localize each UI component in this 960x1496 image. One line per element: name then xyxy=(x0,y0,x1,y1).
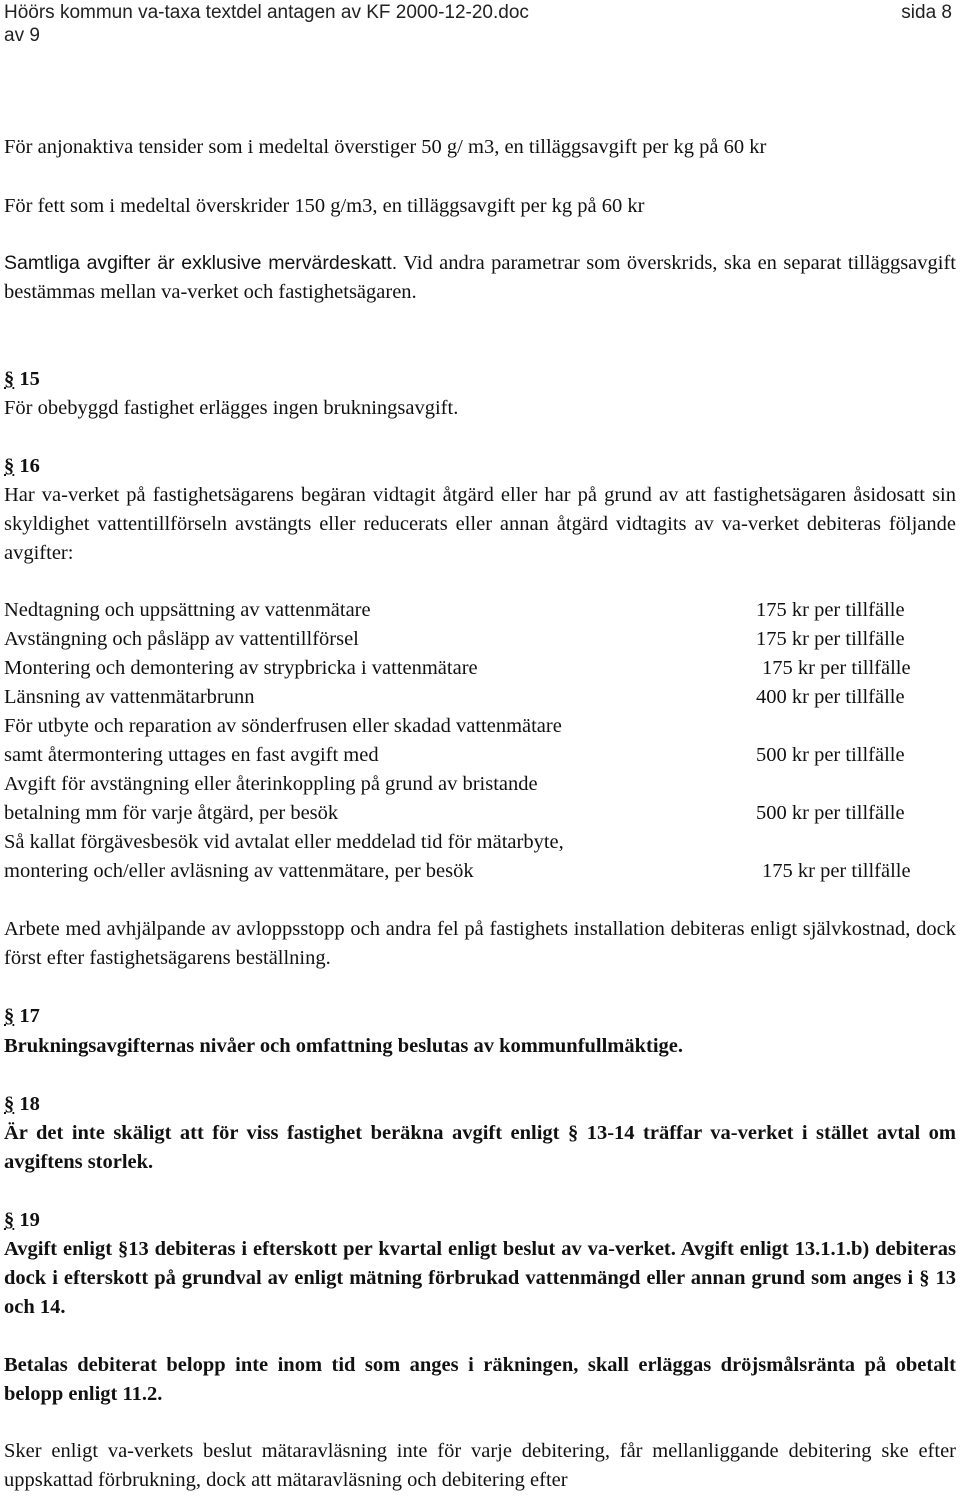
fee-row xyxy=(4,625,956,654)
section-heading-18 xyxy=(4,1090,40,1119)
paragraph-17: Brukningsavgifternas nivåer och omfattning beslutas av kommunfullmäktige. xyxy=(4,1035,684,1057)
section-number: 18 xyxy=(19,1093,40,1115)
fee-row xyxy=(4,596,956,625)
page-count: av 9 xyxy=(4,25,40,46)
fee-amount: 175 kr per tillfälle xyxy=(762,860,911,882)
section-heading-16 xyxy=(4,452,40,481)
fee-description: Länsning av vattenmätarbrunn xyxy=(4,686,255,708)
fee-description: Så kallat förgävesbesök vid avtalat eller meddelad tid för mätarbyte, xyxy=(4,831,564,853)
fee-row xyxy=(4,654,956,683)
fee-amount: 175 kr per tillfälle xyxy=(756,628,905,650)
fee-amount: 175 kr per tillfälle xyxy=(762,657,911,679)
fee-description: montering och/eller avläsning av vattenmätare, per besök xyxy=(4,860,474,882)
section-symbol: § xyxy=(4,1093,15,1115)
fee-description: betalning mm för varje åtgärd, per besök xyxy=(4,802,339,824)
section-heading-15 xyxy=(4,365,40,394)
fee-row xyxy=(4,828,956,857)
paragraph-mervardeskatt xyxy=(4,249,956,307)
fee-description: Montering och demontering av strypbricka i vattenmätare xyxy=(4,657,478,679)
paragraph-betalas: Betalas debiterat belopp inte inom tid som anges i räkningen, skall erläggas dröjsmålsränta på obetalt belopp enligt 11.2. xyxy=(4,1354,956,1405)
fee-amount: 500 kr per tillfälle xyxy=(756,744,905,766)
fee-row xyxy=(4,683,956,712)
fee-row xyxy=(4,741,956,770)
sans-sentence: Samtliga avgifter är exklusive mervärdeskatt. xyxy=(4,252,398,274)
paragraph-sker: Sker enligt va-verkets beslut mätaravläsning inte för varje debitering, får mellanliggande debitering ske efter uppskattad förbrukning, dock att mätaravläsning och debitering efter xyxy=(4,1440,956,1491)
paragraph-19: Avgift enligt §13 debiteras i efterskott per kvartal enligt beslut av va-verket. Avgift enligt 13.1.1.b) debiteras dock i efterskott på grundval av enligt mätning förbrukad vattenmängd eller annan grund som anges i § 13 och 14. xyxy=(4,1238,956,1318)
section-number: 15 xyxy=(19,368,40,390)
section-symbol: § xyxy=(4,455,15,477)
page-number: sida 8 xyxy=(901,2,952,23)
fee-description: samt återmontering uttages en fast avgift med xyxy=(4,744,379,766)
fee-description: Avstängning och påsläpp av vattentillförsel xyxy=(4,628,359,650)
paragraph-rest: Vid andra parametrar som överskrids, ska en separat tilläggsavgift bestämmas mellan va-verket och fastighetsägaren. xyxy=(4,252,956,303)
fee-row xyxy=(4,799,956,828)
fee-amount: 400 kr per tillfälle xyxy=(756,686,905,708)
paragraph-16: Har va-verket på fastighetsägarens begäran vidtagit åtgärd eller har på grund av att fastighetsägaren åsidosatt sin skyldighet vattentillförseln avstängts eller reducerats eller annan åtgärd vidtagits av va-verket debiteras följande avgifter: xyxy=(4,484,956,564)
section-heading-17 xyxy=(4,1002,40,1031)
paragraph-18: Är det inte skäligt att för viss fastighet beräkna avgift enligt § 13-14 träffar va-verket i stället avtal om avgiftens storlek. xyxy=(4,1122,956,1173)
paragraph-arbete: Arbete med avhjälpande av avloppsstopp och andra fel på fastighets installation debiteras enligt självkostnad, dock först efter fastighetsägarens beställning. xyxy=(4,918,956,969)
section-number: 17 xyxy=(19,1005,40,1027)
fee-description: För utbyte och reparation av sönderfrusen eller skadad vattenmätare xyxy=(4,715,562,737)
section-number: 19 xyxy=(19,1209,40,1231)
document-title: Höörs kommun va-taxa textdel antagen av KF 2000-12-20.doc xyxy=(4,2,529,23)
fee-description: Nedtagning och uppsättning av vattenmätare xyxy=(4,599,371,621)
fee-row xyxy=(4,857,956,886)
fee-row xyxy=(4,712,956,741)
fee-amount: 500 kr per tillfälle xyxy=(756,802,905,824)
section-heading-19 xyxy=(4,1206,40,1235)
section-number: 16 xyxy=(19,455,40,477)
section-symbol: § xyxy=(4,368,15,390)
fee-row xyxy=(4,770,956,799)
paragraph-fett: För fett som i medeltal överskrider 150 g/m3, en tilläggsavgift per kg på 60 kr xyxy=(4,195,645,217)
paragraph-anjonaktiva: För anjonaktiva tensider som i medeltal överstiger 50 g/ m3, en tilläggsavgift per kg på 60 kr xyxy=(4,136,767,158)
section-symbol: § xyxy=(4,1209,15,1231)
fee-amount: 175 kr per tillfälle xyxy=(756,599,905,621)
section-symbol: § xyxy=(4,1005,15,1027)
paragraph-15: För obebyggd fastighet erlägges ingen brukningsavgift. xyxy=(4,397,459,419)
fee-description: Avgift för avstängning eller återinkoppling på grund av bristande xyxy=(4,773,538,795)
